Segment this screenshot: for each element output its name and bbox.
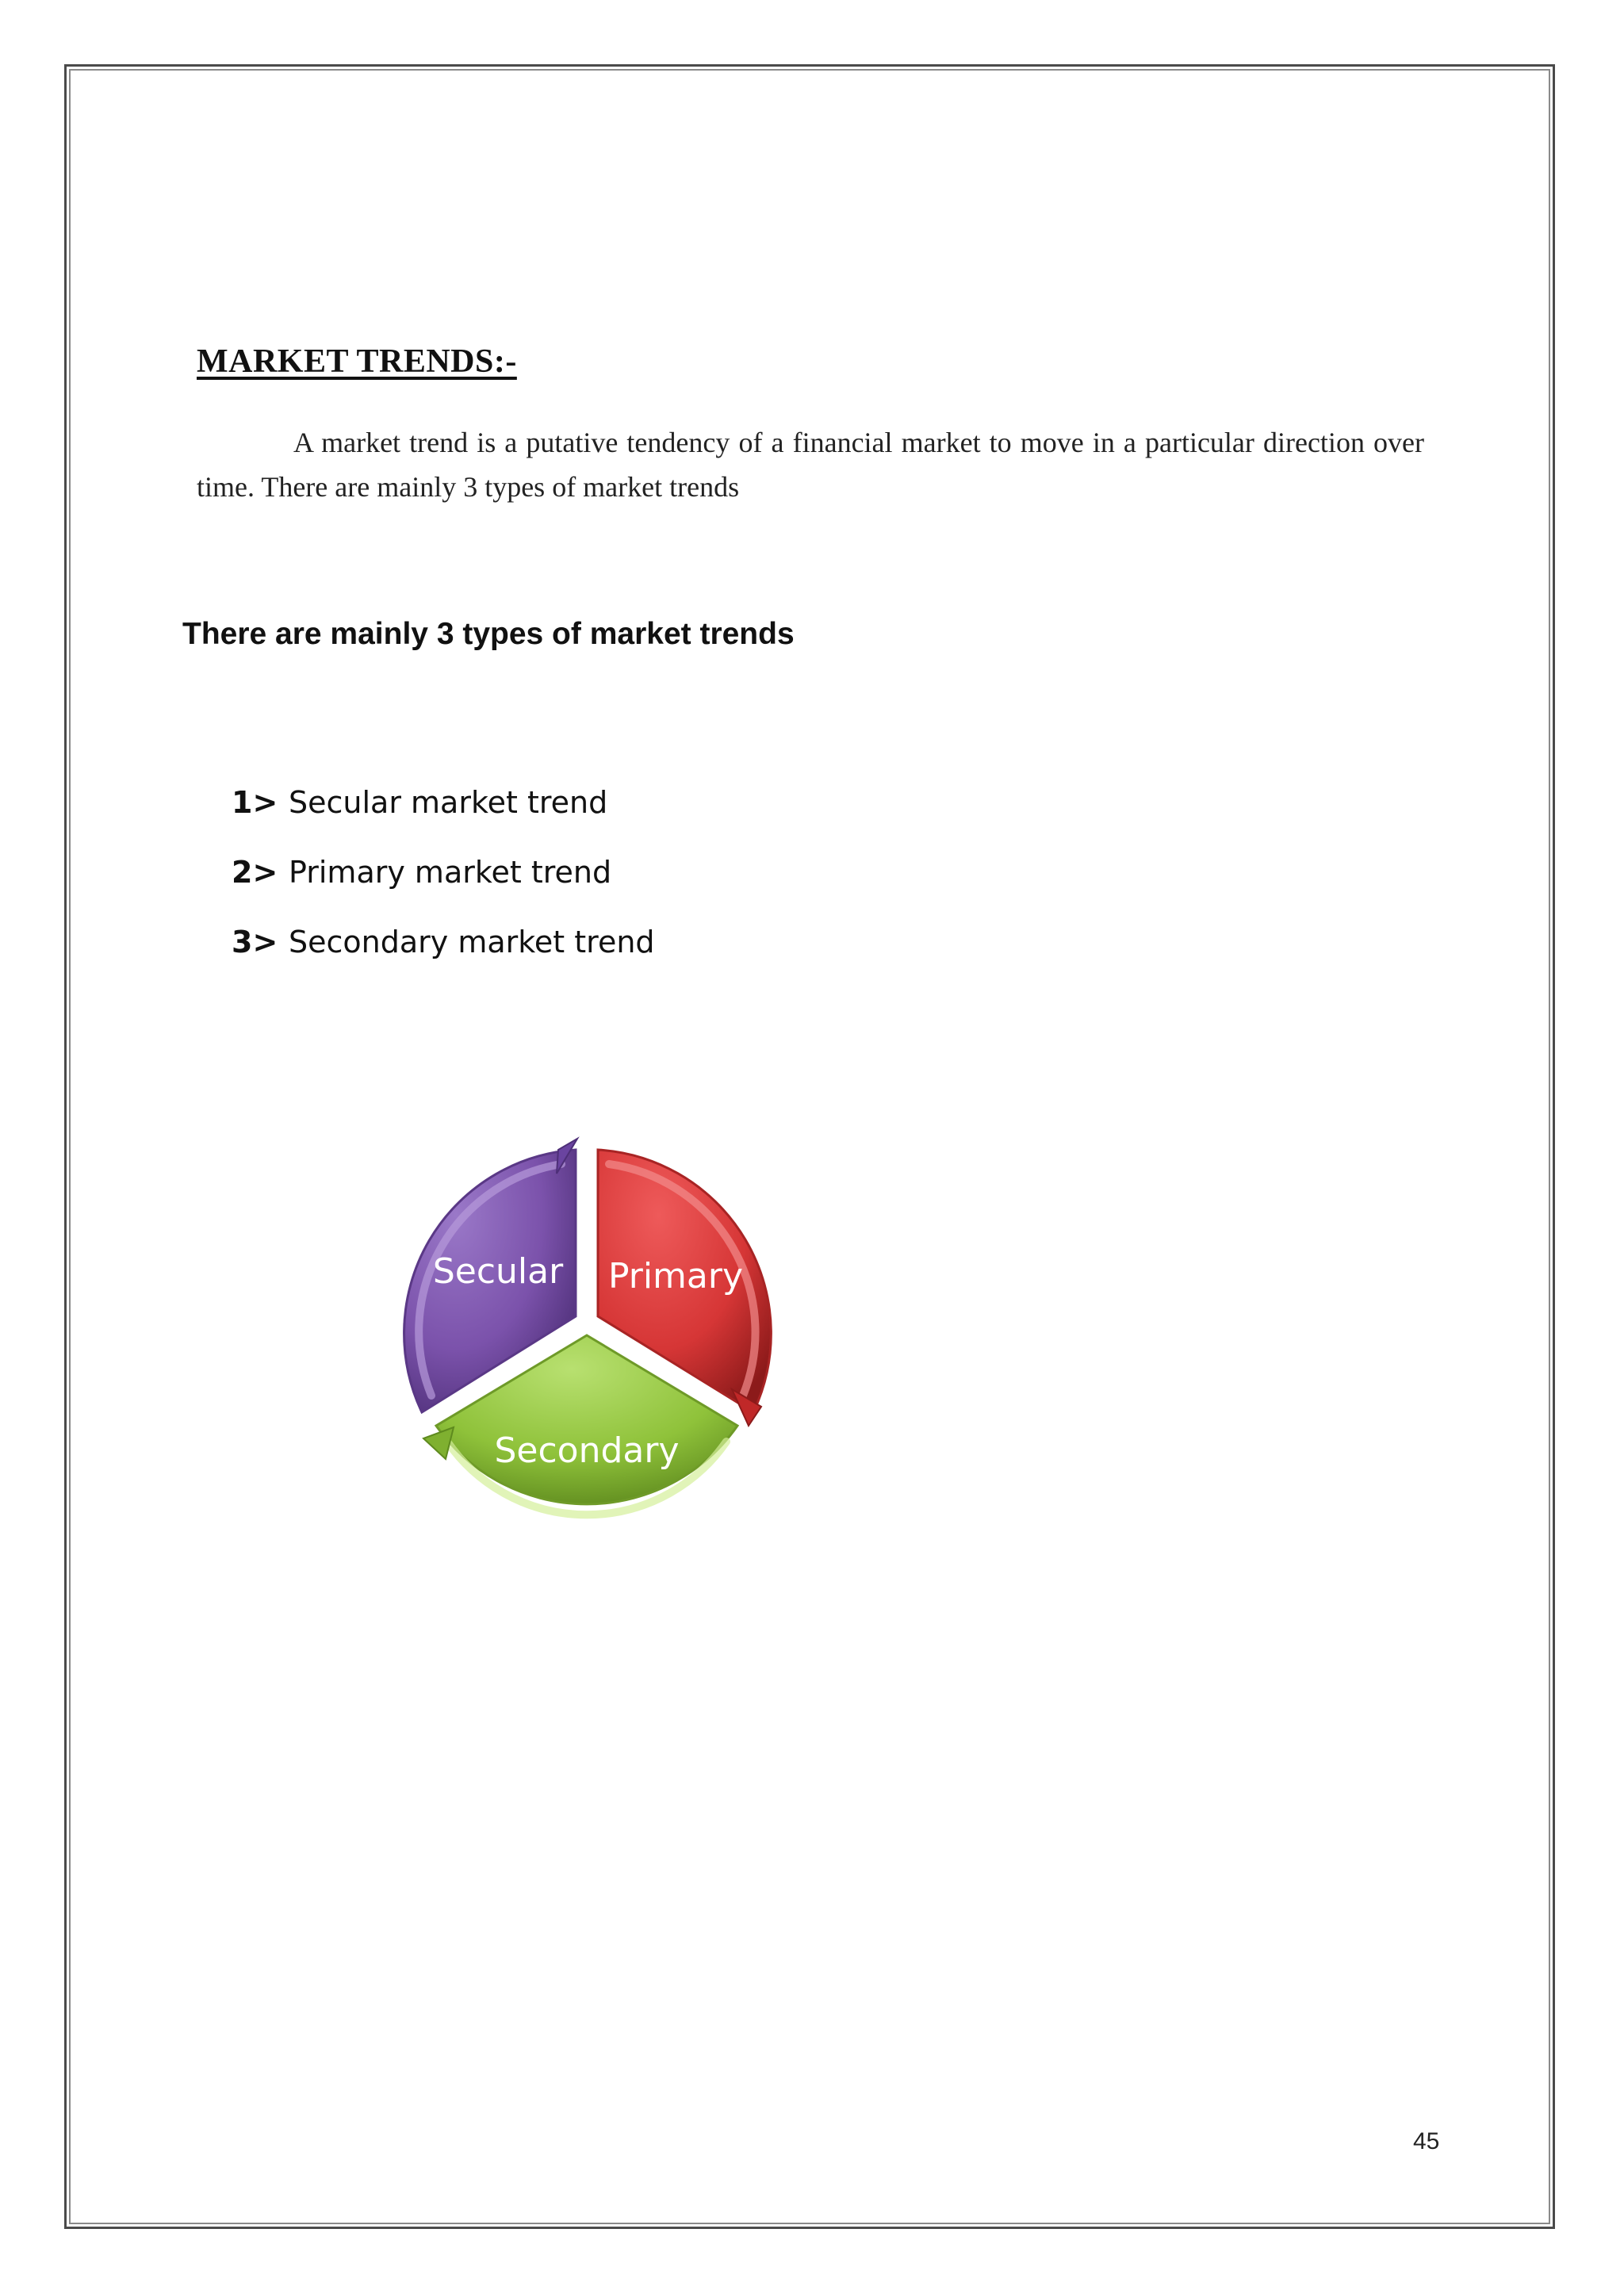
page-number: 45 xyxy=(1413,2128,1440,2154)
list-item xyxy=(232,768,655,837)
list-number: 3> xyxy=(232,925,278,959)
trend-list xyxy=(232,768,655,977)
list-label: Primary market trend xyxy=(289,855,612,890)
section-heading: MARKET TRENDS:- xyxy=(197,343,517,380)
trend-cycle-diagram xyxy=(349,1094,825,1570)
list-item xyxy=(232,907,655,977)
types-subheading: There are mainly 3 types of market trends xyxy=(182,617,795,651)
secular-label: Secular xyxy=(432,1251,564,1292)
intro-paragraph: A market trend is a putative tendency of a financial market to move in a particular direction over time. There are mainly 3 types of market trends xyxy=(197,427,1424,503)
list-number: 2> xyxy=(232,855,278,890)
list-label: Secular market trend xyxy=(289,785,608,820)
list-label: Secondary market trend xyxy=(289,925,655,959)
list-number: 1> xyxy=(232,785,278,820)
secondary-label: Secondary xyxy=(494,1430,680,1471)
list-item xyxy=(232,837,655,907)
primary-label: Primary xyxy=(607,1256,744,1296)
